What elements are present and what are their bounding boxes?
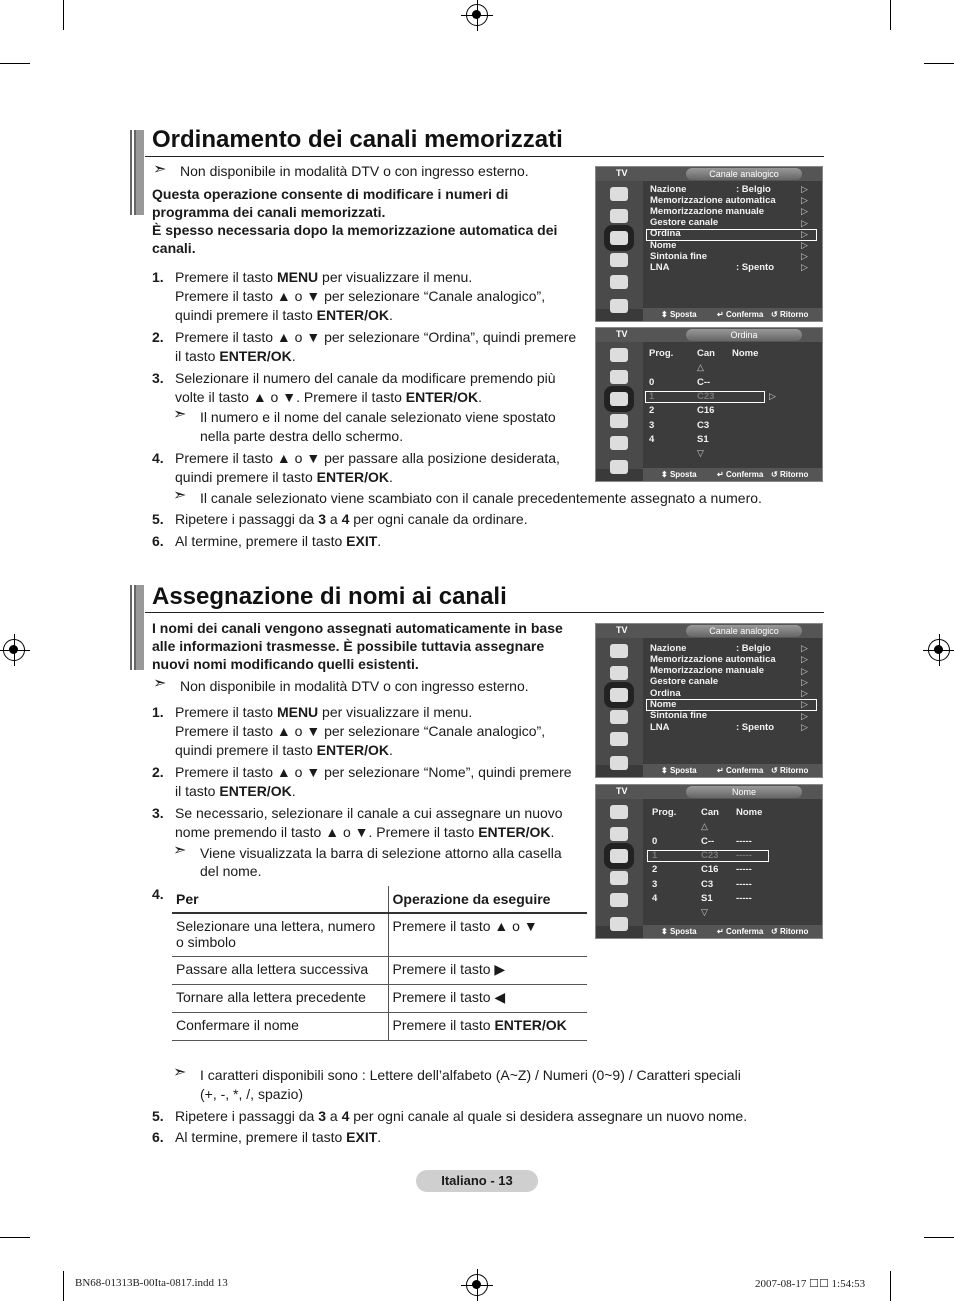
table-row: [172, 984, 587, 1012]
section-title: Ordinamento dei canali memorizzati: [152, 126, 563, 153]
crop-mark: [63, 1271, 64, 1301]
osd-name[interactable]: -----: [736, 836, 752, 847]
table-cell: Confermare il nome: [172, 1012, 388, 1040]
note-arrow-icon: ➣: [173, 1064, 187, 1081]
intro-text: È spesso necessaria dopo la memorizzazione automatica dei: [152, 222, 558, 238]
osd-menu-item[interactable]: Nome: [650, 699, 677, 710]
step-number: 1.: [152, 269, 164, 285]
registration-mark-icon: [466, 4, 488, 26]
note-text: nella parte destra dello schermo.: [200, 428, 404, 444]
osd-prog[interactable]: 4: [649, 434, 655, 445]
table-cell: Premere il tasto ▶: [388, 956, 587, 984]
step-text: Se necessario, selezionare il canale a cui assegnare un nuovo: [175, 805, 563, 821]
osd-menu-item[interactable]: LNA: [650, 262, 670, 273]
up-arrow-icon: △: [701, 821, 708, 831]
picture-icon: [610, 348, 628, 362]
table-cell: Passare alla lettera successiva: [172, 956, 388, 984]
osd-back-label: ↺ Ritorno: [771, 766, 809, 775]
osd-menu-item[interactable]: Memorizzazione manuale: [650, 665, 765, 676]
osd-menu-item[interactable]: Ordina: [650, 688, 681, 699]
osd-tab-title: Ordina: [686, 329, 802, 341]
osd-menu-value: : Spento: [736, 262, 774, 273]
table-row: [172, 1012, 587, 1040]
osd-move-label: ⬍ Sposta: [661, 927, 697, 936]
osd-can[interactable]: C23: [701, 850, 719, 861]
osd-menu-item[interactable]: Sintonia fine: [650, 251, 707, 262]
osd-move-label: ⬍ Sposta: [661, 470, 697, 479]
section-title: Assegnazione di nomi ai canali: [152, 583, 507, 610]
step-text: Al termine, premere il tasto EXIT.: [175, 533, 382, 549]
osd-menu-value: : Belgio: [736, 643, 771, 654]
channel-icon: [610, 688, 628, 702]
osd-footer: [643, 925, 822, 938]
step-number: 3.: [152, 370, 164, 386]
step-number: 1.: [152, 704, 164, 720]
osd-menu-item[interactable]: Gestore canale: [650, 676, 719, 687]
osd-back-label: ↺ Ritorno: [771, 470, 809, 479]
step-text: Premere il tasto MENU per visualizzare il menu.: [175, 269, 473, 285]
osd-menu-item[interactable]: Ordina: [650, 228, 681, 239]
input-icon: [610, 436, 628, 450]
step-number: 6.: [152, 1129, 164, 1145]
registration-mark-icon: [928, 639, 950, 661]
osd-prog[interactable]: 2: [652, 864, 658, 875]
step-number: 6.: [152, 533, 164, 549]
picture-icon: [610, 805, 628, 819]
osd-name[interactable]: -----: [736, 879, 752, 890]
osd-tab-title: Nome: [686, 786, 802, 798]
note-text: I caratteri disponibili sono : Lettere dell’alfabeto (A~Z) / Numeri (0~9) / Caratteri speciali: [200, 1067, 741, 1083]
step-number: 2.: [152, 764, 164, 780]
step-text: Premere il tasto ▲ o ▼ per selezionare “Nome”, quindi premere: [175, 764, 572, 780]
input-icon: [610, 732, 628, 746]
osd-column-header: Nome: [736, 807, 763, 818]
osd-prog[interactable]: 4: [652, 893, 658, 904]
crop-mark: [0, 1237, 30, 1238]
setup-icon: [610, 710, 628, 724]
sound-icon: [610, 827, 628, 841]
osd-prog[interactable]: 3: [652, 879, 658, 890]
crop-mark: [63, 0, 64, 30]
note-text: (+, -, *, /, spazio): [200, 1086, 304, 1102]
osd-move-label: ⬍ Sposta: [661, 766, 697, 775]
table-header: Operazione da eseguire: [388, 886, 587, 913]
step-text: quindi premere il tasto ENTER/OK.: [175, 307, 393, 323]
print-file-info: BN68-01313B-00Ita-0817.indd 13: [75, 1277, 228, 1289]
note-text: Il numero e il nome del canale selezionato viene spostato: [200, 409, 556, 425]
osd-back-label: ↺ Ritorno: [771, 927, 809, 936]
intro-text: canali.: [152, 240, 196, 256]
channel-icon: [610, 849, 628, 863]
osd-screen-name: [595, 784, 823, 939]
picture-icon: [610, 187, 628, 201]
note-text: Non disponibile in modalità DTV o con ingresso esterno.: [180, 678, 529, 694]
right-arrow-icon: ▷: [769, 391, 776, 401]
instructions-table: [172, 886, 587, 1041]
osd-sidebar: [596, 638, 643, 765]
osd-screen-order: [595, 327, 823, 482]
note-text: Non disponibile in modalità DTV o con ingresso esterno.: [180, 163, 529, 179]
osd-tv-label: TV: [616, 168, 628, 178]
osd-confirm-label: ↵ Conferma: [717, 470, 764, 479]
osd-menu-value: : Spento: [736, 722, 774, 733]
section-bar: [130, 130, 144, 215]
intro-text: I nomi dei canali vengono assegnati automaticamente in base: [152, 620, 563, 636]
osd-menu-item[interactable]: Nazione: [650, 184, 687, 195]
table-cell: Premere il tasto ENTER/OK: [388, 1012, 587, 1040]
intro-text: alle informazioni trasmesse. È possibile tuttavia assegnare: [152, 638, 545, 654]
osd-footer: [643, 468, 822, 481]
osd-screen-analog-name: [595, 623, 823, 778]
step-number: 4.: [152, 450, 164, 466]
osd-sidebar: [596, 342, 643, 469]
osd-right-arrows-icon: ▷ ▷ ▷ ▷ ▷ ▷ ▷ ▷: [801, 184, 808, 273]
table-cell: Premere il tasto ◀: [388, 984, 587, 1012]
osd-move-label: ⬍ Sposta: [661, 310, 697, 319]
osd-can[interactable]: C--: [697, 377, 711, 388]
osd-menu-item[interactable]: LNA: [650, 722, 670, 733]
osd-prog[interactable]: 0: [649, 377, 655, 388]
sound-icon: [610, 666, 628, 680]
osd-menu-item[interactable]: Memorizzazione automatica: [650, 654, 776, 665]
osd-prog[interactable]: 1: [652, 850, 658, 861]
step-text: Selezionare il numero del canale da modificare premendo più: [175, 370, 556, 386]
osd-sidebar: [596, 799, 643, 926]
step-text: quindi premere il tasto ENTER/OK.: [175, 742, 393, 758]
step-number: 5.: [152, 511, 164, 527]
step-text: Premere il tasto ▲ o ▼ per selezionare “Canale analogico”,: [175, 723, 546, 739]
intro-text: programma dei canali memorizzati.: [152, 204, 386, 220]
step-text: nome premendo il tasto ▲ o ▼. Premere il tasto ENTER/OK.: [175, 824, 555, 840]
application-icon: [610, 756, 628, 770]
step-number: 3.: [152, 805, 164, 821]
osd-confirm-label: ↵ Conferma: [717, 766, 764, 775]
note-arrow-icon: ➣: [153, 675, 167, 692]
osd-can[interactable]: S1: [701, 893, 713, 904]
registration-mark-icon: [3, 639, 25, 661]
osd-can[interactable]: C3: [697, 420, 710, 431]
osd-footer: [643, 308, 822, 321]
channel-icon: [610, 231, 628, 245]
table-header-row: [172, 886, 587, 913]
table-row: [172, 913, 587, 956]
osd-name[interactable]: -----: [736, 893, 752, 904]
table-cell: Selezionare una lettera, numero o simbolo: [172, 913, 388, 956]
table-cell: Tornare alla lettera precedente: [172, 984, 388, 1012]
step-text: Premere il tasto ▲ o ▼ per selezionare “Canale analogico”,: [175, 288, 546, 304]
step-number: 4.: [152, 886, 164, 902]
setup-icon: [610, 253, 628, 267]
picture-icon: [610, 644, 628, 658]
section-rule: [145, 156, 824, 157]
crop-mark: [890, 0, 891, 30]
intro-text: nuovi nomi modificando quelli esistenti.: [152, 656, 419, 672]
print-date-info: 2007-08-17 ☐☐ 1:54:53: [755, 1278, 866, 1290]
registration-mark-icon: [466, 1274, 488, 1296]
osd-tab-title: Canale analogico: [686, 625, 802, 637]
note-arrow-icon: ➣: [173, 842, 187, 859]
osd-tv-label: TV: [616, 329, 628, 339]
section-bar: [130, 585, 144, 670]
osd-column-header: Prog.: [652, 807, 677, 818]
page-number-badge: Italiano - 13: [416, 1170, 538, 1192]
table-row: [172, 956, 587, 984]
note-text: del nome.: [200, 863, 262, 879]
osd-sidebar: [596, 181, 643, 309]
osd-can[interactable]: C23: [697, 391, 715, 402]
step-text: volte il tasto ▲ o ▼. Premere il tasto ENTER/OK.: [175, 389, 483, 405]
osd-menu-value: : Belgio: [736, 184, 771, 195]
osd-can[interactable]: S1: [697, 434, 709, 445]
osd-confirm-label: ↵ Conferma: [717, 927, 764, 936]
osd-tv-label: TV: [616, 625, 628, 635]
step-number: 2.: [152, 329, 164, 345]
intro-text: Questa operazione consente di modificare i numeri di: [152, 186, 509, 202]
crop-mark: [890, 1271, 891, 1301]
note-arrow-icon: ➣: [173, 487, 187, 504]
step-text: Premere il tasto ▲ o ▼ per selezionare “Ordina”, quindi premere: [175, 329, 577, 345]
input-icon: [610, 275, 628, 289]
osd-prog[interactable]: 1: [649, 391, 655, 402]
osd-prog[interactable]: 2: [649, 405, 655, 416]
osd-can[interactable]: C3: [701, 879, 714, 890]
osd-screen-analog-order: [595, 166, 823, 322]
section-rule: [145, 612, 824, 613]
osd-back-label: ↺ Ritorno: [771, 310, 809, 319]
up-arrow-icon: △: [697, 362, 704, 372]
osd-column-header: Can: [697, 348, 715, 359]
application-icon: [610, 917, 628, 931]
application-icon: [610, 299, 628, 313]
note-arrow-icon: ➣: [173, 406, 187, 423]
step-text: Ripetere i passaggi da 3 a 4 per ogni canale al quale si desidera assegnare un nuovo nome.: [175, 1108, 748, 1124]
osd-menu-item[interactable]: Memorizzazione automatica: [650, 195, 776, 206]
osd-menu-item[interactable]: Memorizzazione manuale: [650, 206, 765, 217]
osd-name[interactable]: -----: [736, 864, 752, 875]
osd-can[interactable]: C16: [697, 405, 715, 416]
osd-column-header: Prog.: [649, 348, 674, 359]
down-arrow-icon: ▽: [697, 448, 704, 458]
crop-mark: [0, 63, 30, 64]
setup-icon: [610, 871, 628, 885]
osd-column-header: Nome: [732, 348, 759, 359]
osd-tv-label: TV: [616, 786, 628, 796]
table-header: Per: [172, 886, 388, 913]
note-arrow-icon: ➣: [153, 161, 167, 178]
note-text: Il canale selezionato viene scambiato con il canale precedentemente assegnato a numero.: [200, 490, 762, 506]
setup-icon: [610, 414, 628, 428]
step-text: quindi premere il tasto ENTER/OK.: [175, 469, 393, 485]
input-icon: [610, 893, 628, 907]
crop-mark: [924, 63, 954, 64]
step-number: 5.: [152, 1108, 164, 1124]
step-text: Al termine, premere il tasto EXIT.: [175, 1129, 382, 1145]
sound-icon: [610, 209, 628, 223]
crop-mark: [924, 1237, 954, 1238]
osd-confirm-label: ↵ Conferma: [717, 310, 764, 319]
note-text: Viene visualizzata la barra di selezione attorno alla casella: [200, 845, 562, 861]
table-cell: Premere il tasto ▲ o ▼: [388, 913, 587, 956]
step-text: Premere il tasto MENU per visualizzare il menu.: [175, 704, 473, 720]
osd-menu-item[interactable]: Nome: [650, 240, 677, 251]
osd-prog[interactable]: 0: [652, 836, 658, 847]
application-icon: [610, 460, 628, 474]
sound-icon: [610, 370, 628, 384]
osd-column-header: Can: [701, 807, 719, 818]
step-text: il tasto ENTER/OK.: [175, 348, 296, 364]
osd-menu-item[interactable]: Gestore canale: [650, 217, 719, 228]
osd-tab-title: Canale analogico: [686, 168, 802, 180]
channel-icon: [610, 392, 628, 406]
osd-menu-item[interactable]: Sintonia fine: [650, 710, 707, 721]
osd-can[interactable]: C16: [701, 864, 719, 875]
osd-prog[interactable]: 3: [649, 420, 655, 431]
step-text: Premere il tasto ▲ o ▼ per passare alla posizione desiderata,: [175, 450, 560, 466]
down-arrow-icon: ▽: [701, 907, 708, 917]
osd-right-arrows-icon: ▷ ▷ ▷ ▷ ▷ ▷ ▷ ▷: [801, 643, 808, 733]
osd-menu-item[interactable]: Nazione: [650, 643, 687, 654]
osd-name[interactable]: -----: [736, 850, 752, 861]
osd-footer: [643, 764, 822, 777]
step-text: Ripetere i passaggi da 3 a 4 per ogni canale da ordinare.: [175, 511, 528, 527]
step-text: il tasto ENTER/OK.: [175, 783, 296, 799]
osd-can[interactable]: C--: [701, 836, 715, 847]
